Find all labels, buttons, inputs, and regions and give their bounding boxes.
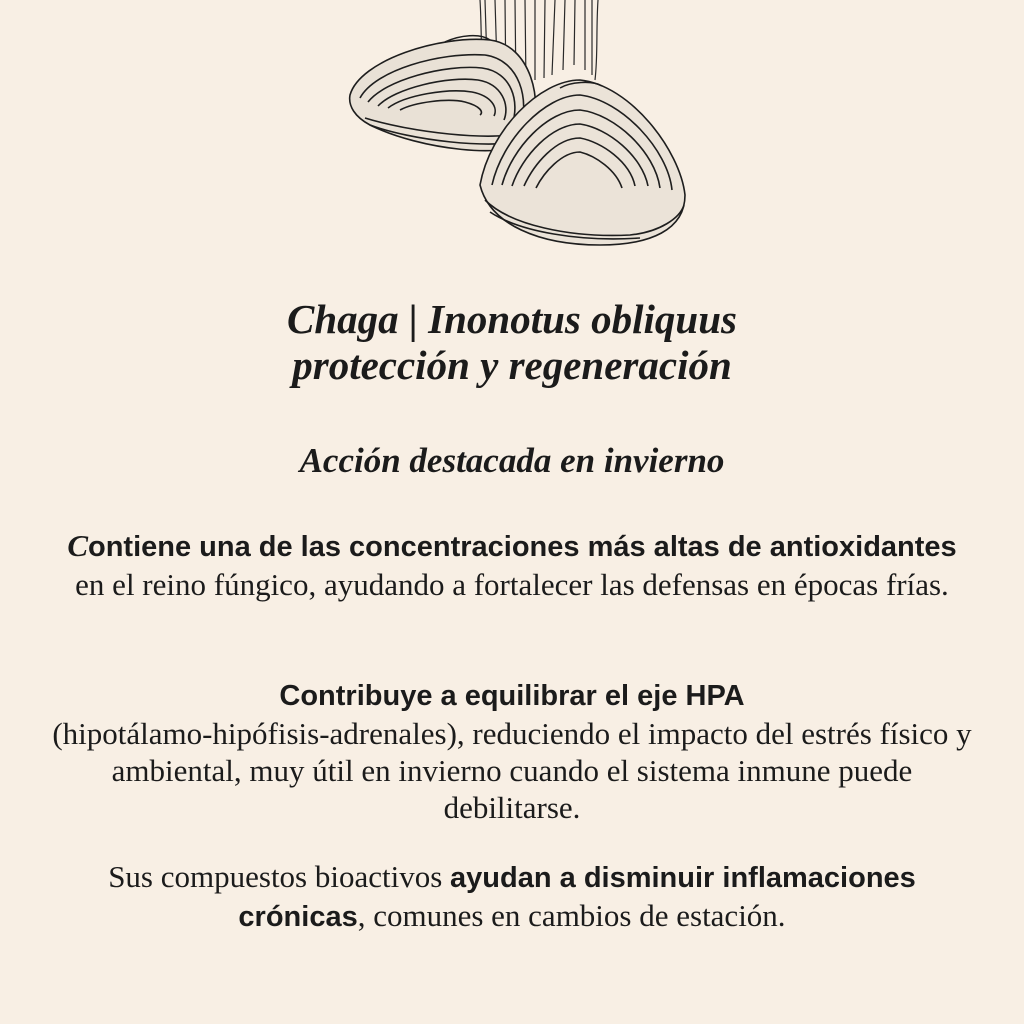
paragraph-antioxidants-rest: en el reino fúngico, ayudando a fortalecer las defensas en épocas frías. (75, 567, 949, 602)
paragraph-inflammation-rest: , comunes en cambios de estación. (357, 898, 786, 933)
paragraph-antioxidants (52, 527, 972, 603)
paragraph-antioxidants-lead: ontiene una de las concentraciones más altas de antioxidantes (88, 531, 957, 563)
title-line-1: Chaga | Inonotus obliquus (287, 296, 737, 342)
drop-initial: C (67, 528, 88, 563)
paragraph-inflammation-intro: Sus compuestos bioactivos (108, 859, 451, 894)
paragraph-inflammation (52, 858, 972, 936)
paragraph-hpa-rest: (hipotálamo-hipófisis-adrenales), reduciendo el impacto del estrés físico y ambiental, muy útil en invierno cuando el sistema inmune puede debilitarse. (52, 716, 972, 825)
paragraph-antioxidants-bold (67, 528, 957, 563)
paragraph-hpa-lead: Contribuye a equilibrar el eje HPA (279, 680, 745, 712)
paragraph-hpa-axis (52, 676, 972, 826)
title-line-2: protección y regeneración (292, 342, 732, 388)
paragraph-inflammation-bold: ayudan a disminuir inflamaciones crónicas (238, 862, 916, 933)
section-subtitle: Acción destacada en invierno (299, 441, 725, 480)
page-title (0, 296, 1024, 388)
chaga-mushroom-sketch-icon (330, 0, 700, 255)
